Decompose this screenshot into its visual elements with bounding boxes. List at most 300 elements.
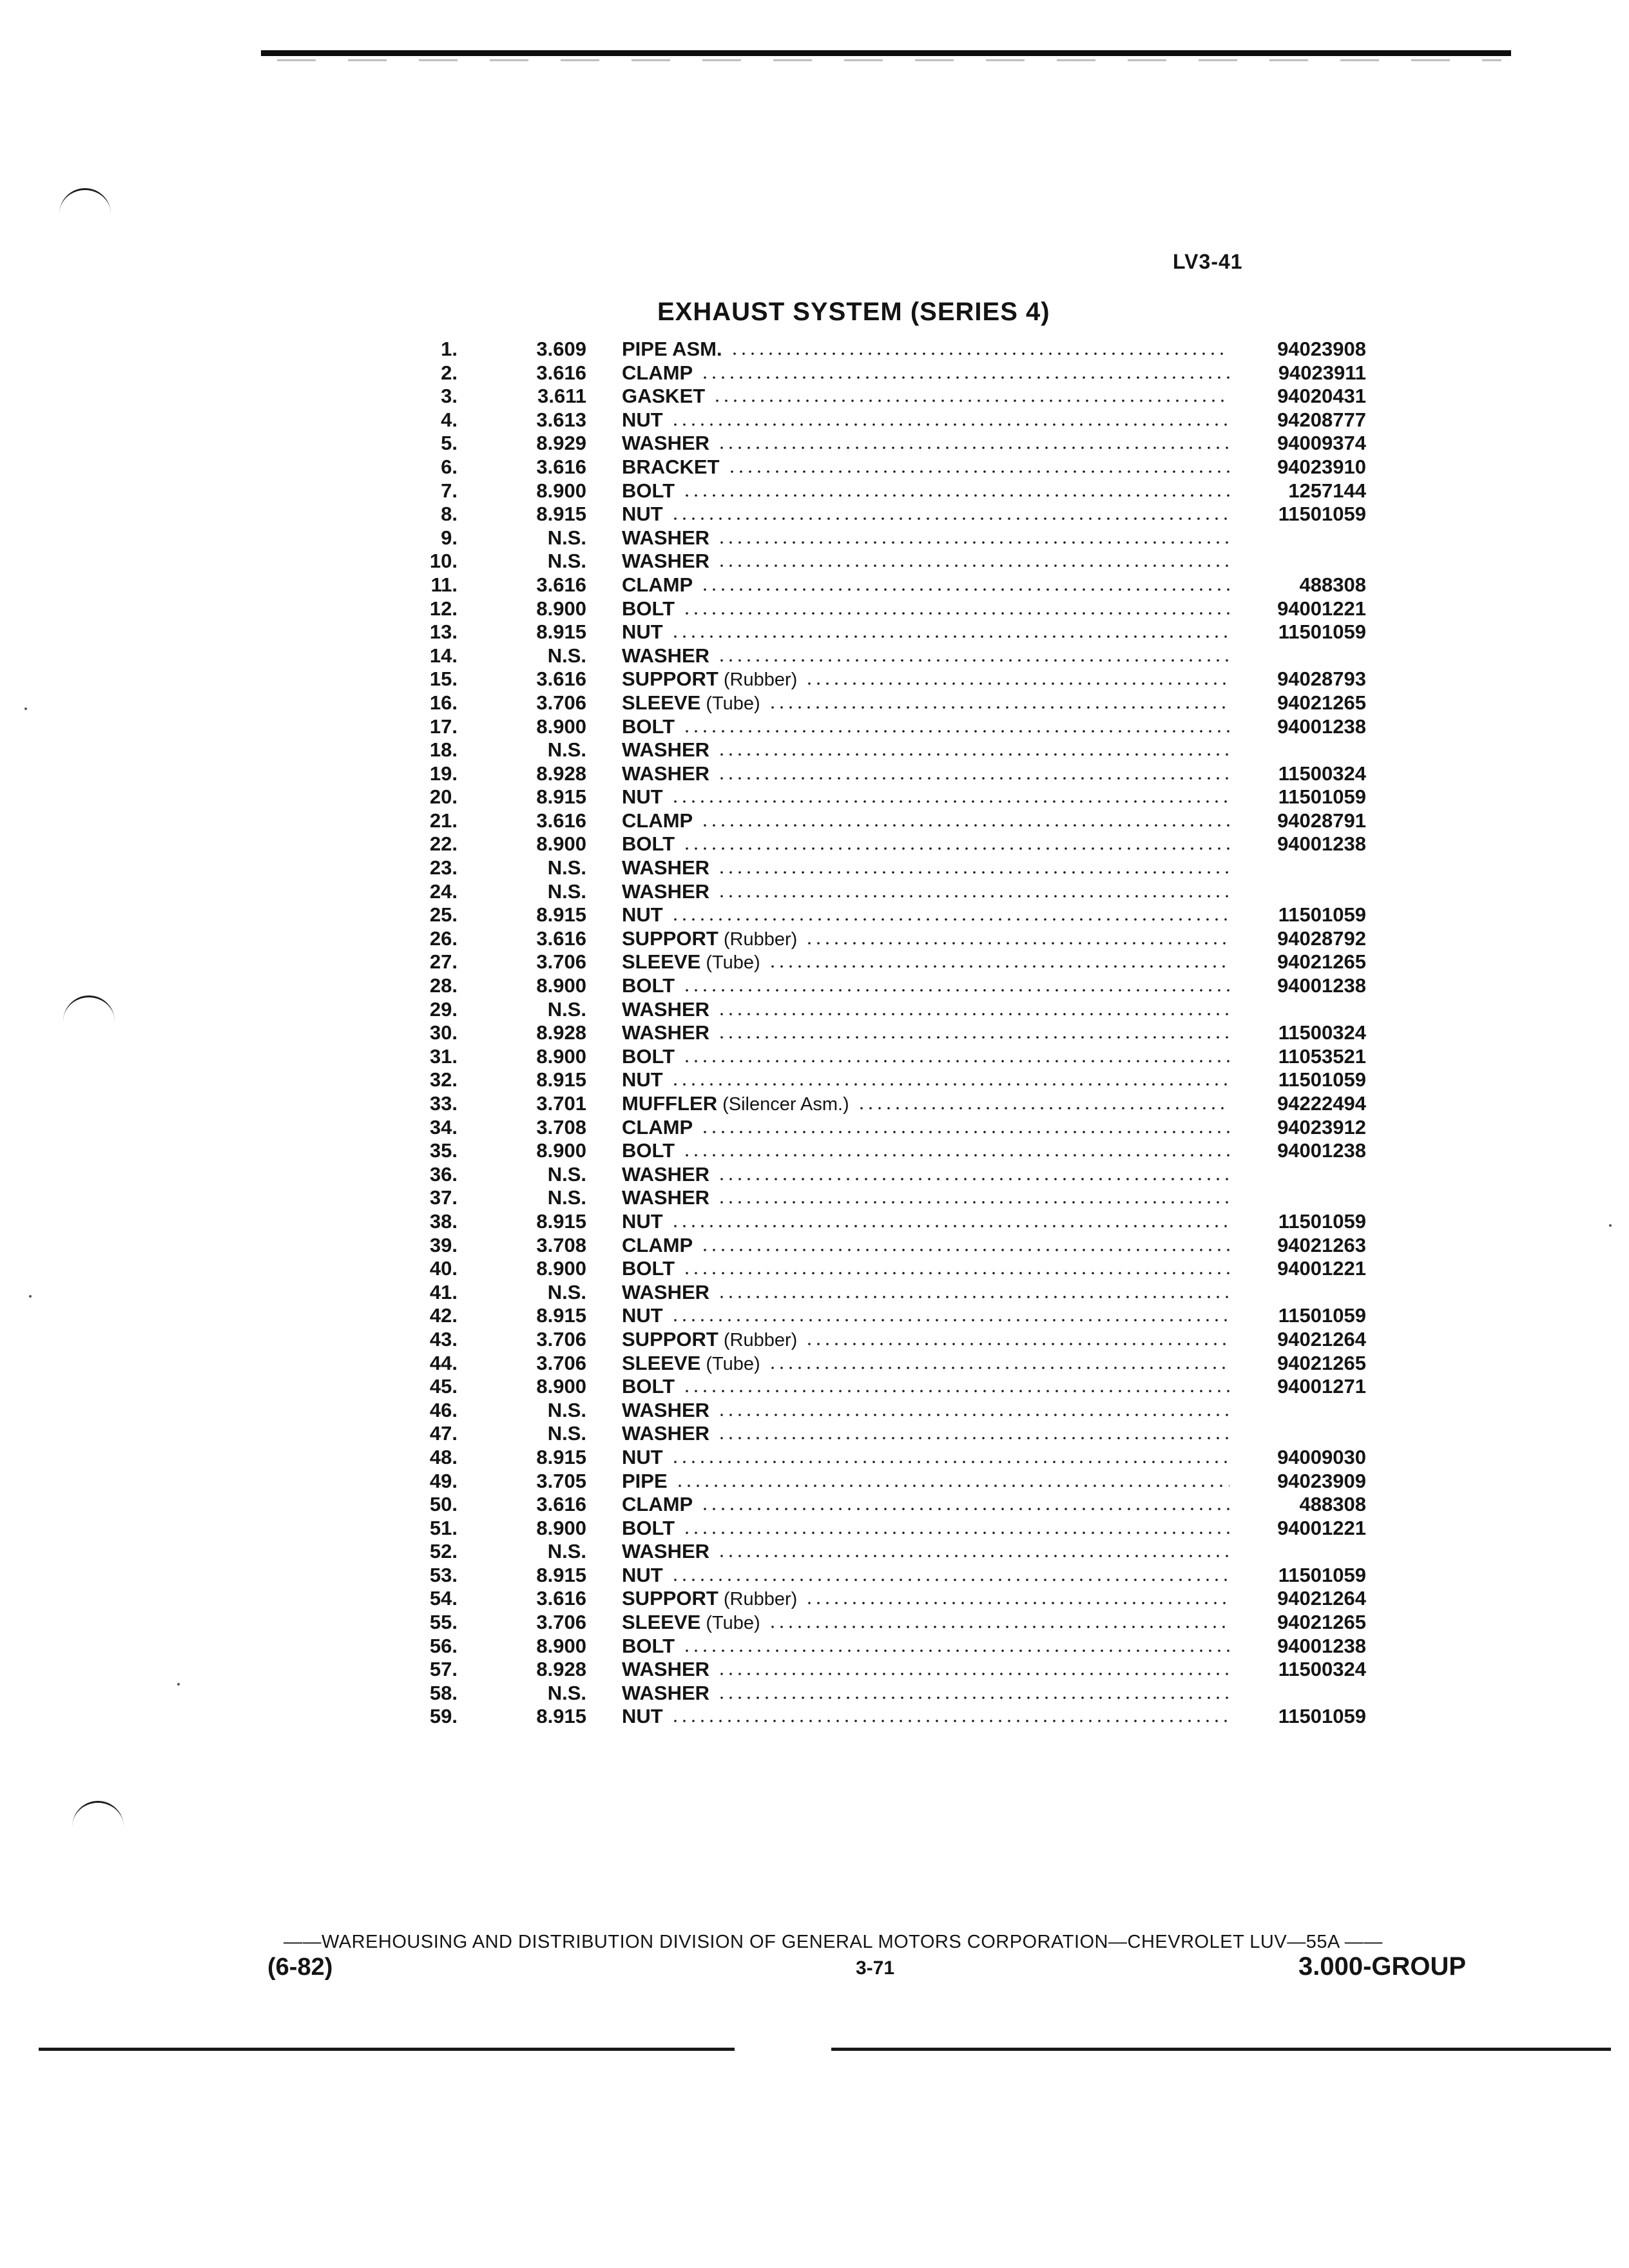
group-number: 3.616: [536, 809, 586, 832]
group-number: N.S.: [547, 644, 586, 667]
part-name: WASHER: [622, 856, 710, 879]
description: [622, 503, 1237, 526]
part-number: 11501059: [1278, 503, 1366, 526]
description: [622, 597, 1237, 620]
dot-leader: [671, 918, 1229, 921]
part-number: 488308: [1299, 1493, 1366, 1516]
group-number: 3.706: [536, 950, 586, 974]
description: [622, 785, 1237, 809]
parts-row: [361, 1705, 1366, 1729]
part-name: NUT: [622, 785, 663, 809]
part-qualifier: (Tube): [706, 1353, 760, 1374]
part-number: 1257144: [1288, 479, 1366, 502]
description: [622, 1068, 1237, 1091]
part-name: WASHER: [622, 997, 710, 1021]
parts-row: [361, 809, 1366, 833]
parts-row: [361, 785, 1366, 809]
item-number: 52.: [429, 1540, 458, 1563]
group-number: 8.900: [536, 597, 586, 620]
description: [622, 1635, 1237, 1658]
footer-division-line: ——WAREHOUSING AND DISTRIBUTION DIVISION OF GENERAL MOTORS CORPORATION—CHEVROLET LUV—55A ——: [284, 1932, 1383, 1952]
item-number: 45.: [429, 1375, 458, 1398]
parts-row: [361, 668, 1366, 691]
item-number: 9.: [441, 526, 458, 549]
part-name: SLEEVE: [622, 691, 701, 714]
dot-leader: [700, 376, 1229, 379]
description: [622, 1352, 1237, 1375]
item-number: 33.: [429, 1092, 458, 1115]
part-name: BOLT: [622, 1634, 675, 1657]
dot-leader: [682, 1649, 1229, 1652]
part-number: 94001238: [1277, 1139, 1366, 1162]
dot-leader: [700, 588, 1229, 591]
part-number: 94021265: [1277, 950, 1366, 974]
part-number: 94001238: [1277, 974, 1366, 997]
description: [622, 903, 1237, 927]
dot-leader: [671, 800, 1229, 803]
dot-leader: [671, 1579, 1229, 1581]
item-number: 16.: [429, 691, 458, 714]
parts-row: [361, 1658, 1366, 1682]
parts-row: [361, 762, 1366, 786]
parts-row: [361, 1564, 1366, 1588]
group-number: 3.708: [536, 1233, 586, 1256]
dot-leader: [805, 1602, 1229, 1604]
item-number: 36.: [429, 1162, 458, 1186]
part-name: WASHER: [622, 1162, 710, 1186]
parts-row: [361, 503, 1366, 526]
group-number: 3.706: [536, 1611, 586, 1634]
description: [622, 573, 1237, 597]
dot-leader: [717, 1013, 1229, 1015]
dot-leader: [717, 777, 1229, 780]
group-number: 8.915: [536, 620, 586, 644]
group-number: 3.708: [536, 1115, 586, 1139]
part-number: 94009374: [1277, 432, 1366, 455]
group-number: N.S.: [547, 1398, 586, 1421]
group-number: 8.915: [536, 1068, 586, 1091]
part-number: 94023910: [1277, 455, 1366, 478]
part-name: WASHER: [622, 738, 710, 762]
group-number: 8.928: [536, 1658, 586, 1681]
part-name: BOLT: [622, 479, 675, 502]
part-number: 94023911: [1278, 361, 1366, 384]
parts-row: [361, 1399, 1366, 1423]
part-name: WASHER: [622, 762, 710, 785]
dot-leader: [682, 1272, 1229, 1274]
item-number: 34.: [429, 1115, 458, 1139]
group-number: N.S.: [547, 738, 586, 762]
dot-leader: [671, 1225, 1229, 1227]
part-number: 488308: [1299, 573, 1366, 596]
description: [622, 856, 1237, 879]
item-number: 11.: [430, 573, 458, 596]
dot-leader: [857, 1107, 1229, 1110]
part-name: WASHER: [622, 432, 710, 455]
part-qualifier: (Tube): [706, 952, 760, 974]
group-number: N.S.: [547, 1162, 586, 1186]
part-name: WASHER: [622, 1021, 710, 1044]
part-name: SUPPORT: [622, 668, 718, 691]
dot-leader: [717, 564, 1229, 567]
scan-speck: [177, 1683, 180, 1686]
part-name: WASHER: [622, 1280, 710, 1303]
item-number: 18.: [429, 738, 458, 762]
part-name: WASHER: [622, 1540, 710, 1563]
part-name: CLAMP: [622, 1115, 693, 1139]
description: [622, 1116, 1237, 1139]
dot-leader: [717, 659, 1229, 662]
part-number: 94001271: [1277, 1375, 1366, 1398]
description: [622, 1281, 1237, 1304]
description: [622, 385, 1237, 408]
group-number: 8.915: [536, 503, 586, 526]
description: [622, 1234, 1237, 1257]
group-number: 3.616: [536, 455, 586, 478]
group-number: 8.900: [536, 1516, 586, 1539]
item-number: 7.: [441, 479, 458, 502]
dot-leader: [805, 942, 1229, 945]
dot-leader: [717, 753, 1229, 756]
group-number: 3.609: [536, 338, 586, 360]
item-number: 28.: [429, 974, 458, 997]
dot-leader: [717, 1437, 1229, 1439]
item-number: 3.: [441, 385, 458, 408]
description: [622, 1399, 1237, 1422]
dot-leader: [805, 1343, 1229, 1345]
parts-row: [361, 691, 1366, 715]
item-number: 6.: [441, 455, 458, 478]
description: [622, 974, 1237, 997]
group-number: 8.915: [536, 1445, 586, 1468]
part-name: NUT: [622, 1209, 663, 1233]
group-number: 8.900: [536, 479, 586, 502]
parts-row: [361, 738, 1366, 762]
dot-leader: [717, 1673, 1229, 1675]
part-qualifier: (Rubber): [723, 928, 798, 950]
part-name: NUT: [622, 503, 663, 526]
dot-leader: [768, 1367, 1229, 1369]
description: [622, 668, 1237, 691]
part-name: BOLT: [622, 1139, 675, 1162]
part-number: 11501059: [1278, 903, 1366, 927]
dot-leader: [768, 706, 1229, 709]
group-number: 8.900: [536, 1139, 586, 1162]
parts-row: [361, 1234, 1366, 1258]
group-number: 8.915: [536, 1563, 586, 1586]
part-name: NUT: [622, 1705, 663, 1728]
item-number: 5.: [441, 432, 458, 455]
item-number: 29.: [429, 997, 458, 1021]
description: [622, 1517, 1237, 1540]
part-number: 94028792: [1277, 927, 1366, 950]
group-number: N.S.: [547, 1186, 586, 1209]
group-number: 3.616: [536, 573, 586, 596]
part-name: BOLT: [622, 1044, 675, 1068]
item-number: 1.: [441, 338, 458, 360]
item-number: 54.: [429, 1587, 458, 1610]
dot-leader: [717, 1201, 1229, 1204]
page-code: LV3-41: [1173, 250, 1243, 273]
description: [622, 738, 1237, 762]
parts-row: [361, 998, 1366, 1022]
group-number: 8.929: [536, 432, 586, 455]
dot-leader: [717, 541, 1229, 544]
item-number: 47.: [429, 1422, 458, 1445]
item-number: 10.: [429, 550, 458, 573]
item-number: 2.: [441, 361, 458, 384]
dot-leader: [682, 1154, 1229, 1157]
item-number: 40.: [429, 1257, 458, 1280]
part-qualifier: (Rubber): [723, 669, 798, 691]
part-number: 94023909: [1277, 1469, 1366, 1492]
part-number: 94021264: [1277, 1327, 1366, 1350]
parts-row: [361, 1375, 1366, 1399]
description: [622, 950, 1237, 974]
description: [622, 1446, 1237, 1469]
item-number: 12.: [429, 597, 458, 620]
parts-row: [361, 620, 1366, 644]
parts-row: [361, 856, 1366, 880]
item-number: 35.: [429, 1139, 458, 1162]
part-name: WASHER: [622, 1186, 710, 1209]
part-name: SLEEVE: [622, 1351, 701, 1374]
bottom-rule-gap: [735, 2048, 831, 2051]
part-name: NUT: [622, 408, 663, 431]
dot-leader: [717, 1696, 1229, 1699]
parts-row: [361, 1517, 1366, 1541]
part-qualifier: (Rubber): [723, 1589, 798, 1610]
group-number: 8.900: [536, 1257, 586, 1280]
part-number: 94028793: [1277, 668, 1366, 691]
group-number: 3.701: [536, 1092, 586, 1115]
part-number: 94001221: [1277, 597, 1366, 620]
part-name: NUT: [622, 1304, 663, 1327]
description: [622, 715, 1237, 738]
item-number: 32.: [429, 1068, 458, 1091]
top-rule-shadow: [277, 59, 1501, 61]
parts-row: [361, 1163, 1366, 1187]
item-number: 4.: [441, 408, 458, 431]
part-number: 94021264: [1277, 1587, 1366, 1610]
item-number: 42.: [429, 1304, 458, 1327]
parts-row: [361, 597, 1366, 621]
item-number: 50.: [429, 1493, 458, 1516]
part-number: 11501059: [1278, 785, 1366, 809]
part-name: WASHER: [622, 1681, 710, 1704]
item-number: 48.: [429, 1445, 458, 1468]
part-number: 11501059: [1278, 1705, 1366, 1728]
description: [622, 550, 1237, 573]
dot-leader: [682, 730, 1229, 733]
description: [622, 1304, 1237, 1327]
description: [622, 1163, 1237, 1186]
dot-leader: [671, 635, 1229, 638]
footer-date: (6-82): [267, 1954, 333, 1981]
parts-row: [361, 1068, 1366, 1092]
description: [622, 1092, 1237, 1115]
description: [622, 832, 1237, 856]
part-name: BOLT: [622, 1257, 675, 1280]
group-number: 8.900: [536, 1634, 586, 1657]
parts-row: [361, 1116, 1366, 1140]
part-name: PIPE ASM.: [622, 338, 722, 360]
footer-group: 3.000-GROUP: [1298, 1952, 1467, 1981]
part-number: 11053521: [1278, 1044, 1366, 1068]
group-number: 3.613: [536, 408, 586, 431]
parts-row: [361, 1139, 1366, 1163]
item-number: 55.: [429, 1611, 458, 1634]
group-number: 8.915: [536, 1304, 586, 1327]
group-number: 8.915: [536, 903, 586, 927]
parts-row: [361, 1540, 1366, 1564]
description: [622, 1021, 1237, 1044]
part-name: WASHER: [622, 526, 710, 549]
part-name: WASHER: [622, 879, 710, 903]
part-name: WASHER: [622, 1398, 710, 1421]
part-number: 94021265: [1277, 1351, 1366, 1374]
dot-leader: [682, 612, 1229, 615]
scan-speck: [24, 707, 27, 710]
part-name: CLAMP: [622, 809, 693, 832]
part-name: GASKET: [622, 385, 706, 408]
description: [622, 432, 1237, 455]
item-number: 46.: [429, 1398, 458, 1421]
group-number: 8.915: [536, 1705, 586, 1728]
group-number: 3.616: [536, 1493, 586, 1516]
dot-leader: [768, 965, 1229, 968]
item-number: 15.: [429, 668, 458, 691]
group-number: N.S.: [547, 1681, 586, 1704]
item-number: 53.: [429, 1563, 458, 1586]
dot-leader: [717, 1178, 1229, 1180]
description: [622, 1186, 1237, 1209]
part-name: WASHER: [622, 550, 710, 573]
group-number: 8.900: [536, 715, 586, 738]
description: [622, 1328, 1237, 1351]
description: [622, 762, 1237, 785]
group-number: 8.915: [536, 1209, 586, 1233]
description: [622, 1682, 1237, 1705]
part-name: BOLT: [622, 1375, 675, 1398]
dot-leader: [700, 1508, 1229, 1510]
dot-leader: [682, 989, 1229, 992]
description: [622, 1493, 1237, 1516]
description: [622, 1611, 1237, 1634]
part-number: 94021265: [1277, 1611, 1366, 1634]
part-number: 94001238: [1277, 1634, 1366, 1657]
group-number: 3.616: [536, 927, 586, 950]
dot-leader: [700, 1249, 1229, 1251]
part-number: 94001238: [1277, 832, 1366, 856]
item-number: 38.: [429, 1209, 458, 1233]
group-number: N.S.: [547, 856, 586, 879]
part-name: BOLT: [622, 715, 675, 738]
part-number: 94001221: [1277, 1257, 1366, 1280]
description: [622, 1257, 1237, 1280]
parts-row: [361, 832, 1366, 856]
item-number: 57.: [429, 1658, 458, 1681]
part-qualifier: (Tube): [706, 1613, 760, 1634]
item-number: 31.: [429, 1044, 458, 1068]
part-number: 94023912: [1277, 1115, 1366, 1139]
parts-row: [361, 1281, 1366, 1305]
parts-row: [361, 880, 1366, 904]
description: [622, 927, 1237, 950]
part-name: SUPPORT: [622, 927, 718, 950]
item-number: 58.: [429, 1681, 458, 1704]
item-number: 56.: [429, 1634, 458, 1657]
part-number: 11501059: [1278, 620, 1366, 644]
part-name: NUT: [622, 903, 663, 927]
parts-list: [361, 338, 1366, 1729]
group-number: 8.900: [536, 832, 586, 856]
parts-row: [361, 1092, 1366, 1116]
dot-leader: [671, 423, 1229, 426]
part-number: 94208777: [1277, 408, 1366, 431]
part-number: 94222494: [1277, 1092, 1366, 1115]
parts-row: [361, 1493, 1366, 1517]
part-name: SLEEVE: [622, 950, 701, 974]
dot-leader: [682, 494, 1229, 497]
parts-row: [361, 715, 1366, 739]
description: [622, 361, 1237, 385]
page-title: EXHAUST SYSTEM (SERIES 4): [657, 298, 1050, 326]
dot-leader: [671, 1083, 1229, 1086]
group-number: 8.928: [536, 1021, 586, 1044]
parts-row: [361, 573, 1366, 597]
group-number: 8.928: [536, 762, 586, 785]
part-qualifier: (Tube): [706, 693, 760, 714]
part-number: 94001238: [1277, 715, 1366, 738]
group-number: 3.611: [537, 385, 586, 408]
top-rule: [261, 50, 1511, 56]
item-number: 24.: [429, 879, 458, 903]
parts-row: [361, 1611, 1366, 1635]
part-qualifier: (Silencer Asm.): [722, 1094, 849, 1115]
item-number: 26.: [429, 927, 458, 950]
parts-row: [361, 1304, 1366, 1328]
dot-leader: [671, 1319, 1229, 1321]
item-number: 25.: [429, 903, 458, 927]
part-name: CLAMP: [622, 361, 693, 384]
part-number: 11501059: [1278, 1068, 1366, 1091]
parts-row: [361, 432, 1366, 456]
item-number: 43.: [429, 1327, 458, 1350]
parts-row: [361, 338, 1366, 361]
item-number: 22.: [429, 832, 458, 856]
group-number: N.S.: [547, 1422, 586, 1445]
item-number: 30.: [429, 1021, 458, 1044]
description: [622, 809, 1237, 832]
parts-row: [361, 644, 1366, 668]
group-number: 3.706: [536, 1327, 586, 1350]
item-number: 19.: [429, 762, 458, 785]
part-name: BOLT: [622, 974, 675, 997]
parts-row: [361, 1352, 1366, 1376]
parts-row: [361, 456, 1366, 479]
description: [622, 1210, 1237, 1233]
description: [622, 1705, 1237, 1728]
dot-leader: [717, 1296, 1229, 1298]
dot-leader: [768, 1626, 1229, 1628]
part-qualifier: (Rubber): [723, 1329, 798, 1350]
part-number: 94009030: [1277, 1445, 1366, 1468]
item-number: 44.: [429, 1351, 458, 1374]
item-number: 51.: [429, 1516, 458, 1539]
dot-leader: [717, 871, 1229, 874]
description: [622, 408, 1237, 432]
